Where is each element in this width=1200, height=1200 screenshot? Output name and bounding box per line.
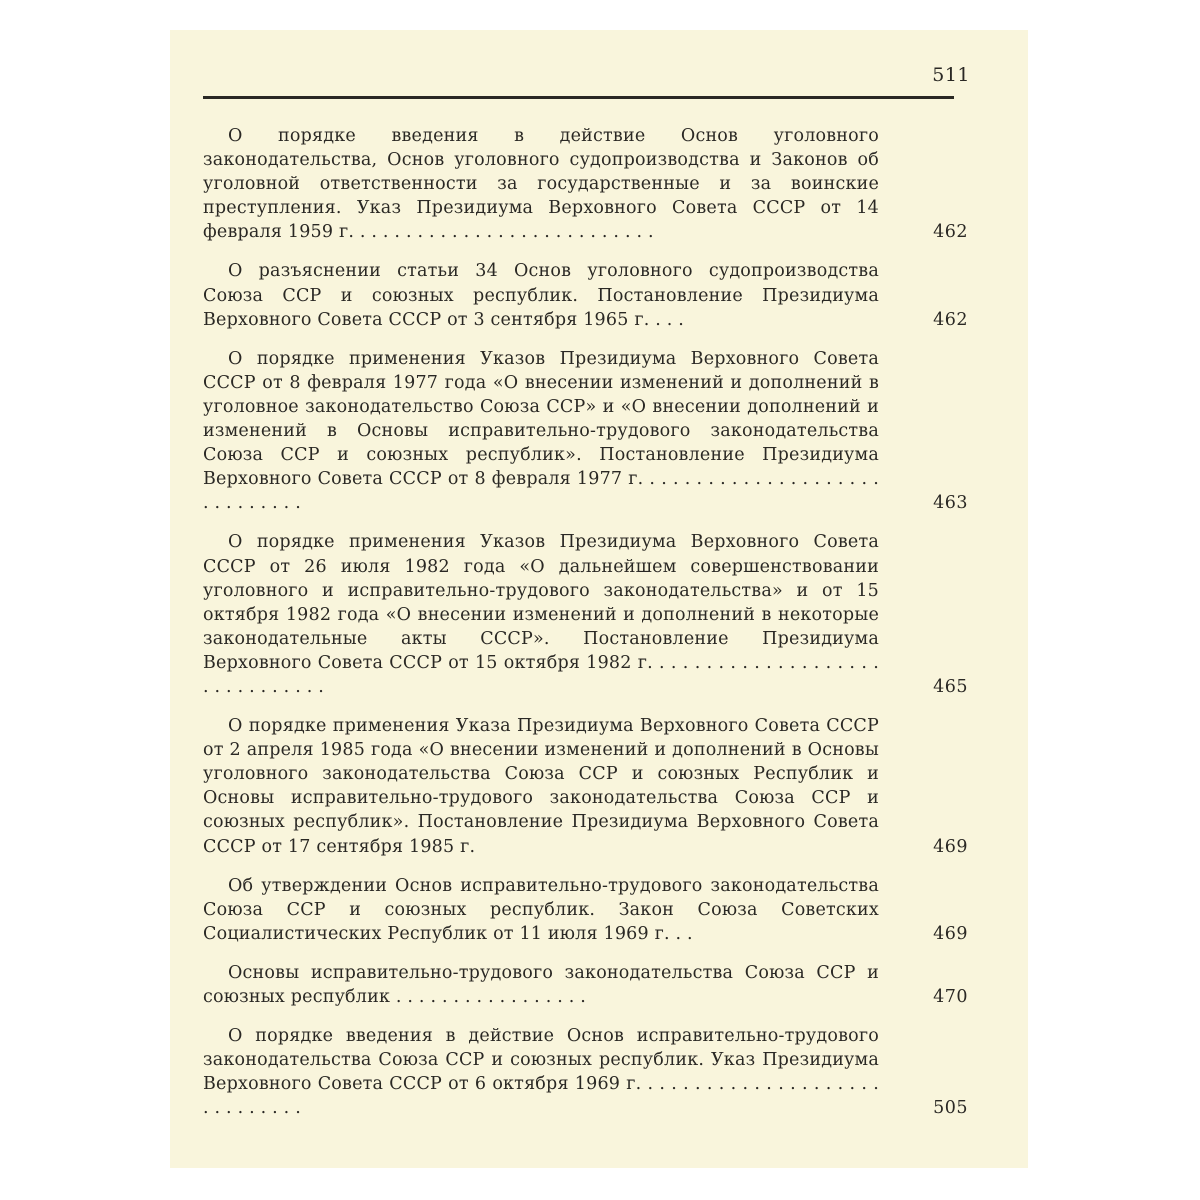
- toc-entry-title: Об утверждении Основ исправительно-трудового законодательства Союза ССР и союзных республик. Закон Союза Советских Социалистических Республик от 11 июля 1969 г. . .: [203, 875, 879, 944]
- toc-entry-title: О порядке применения Указов Президиума Верховного Совета СССР от 26 июля 1982 года «О дальнейшем совершенствовании уголовного и исправительно-трудового законодательства» и от 15 октября 1982 года «О внесении изменений и дополнений в некоторые законодательные акты СССР». Постановление Президиума Верховного Совета СССР от 15 октября 1982 г. . . . . . . . . . . . . . . . . . . . . . . . . . . . . . .: [203, 532, 879, 697]
- toc-entry-page: 469: [933, 836, 968, 857]
- page-number: 511: [932, 64, 970, 86]
- book-page: [170, 30, 1028, 1168]
- toc-entry-title: О разъяснении статьи 34 Основ уголовного судопроизводства Союза ССР и союзных республик. Постановление Президиума Верховного Совета СССР от 3 сентября 1965 г. . . .: [203, 261, 879, 330]
- toc-entry: [203, 530, 968, 699]
- toc-entry: [203, 124, 968, 244]
- table-of-contents: [203, 124, 968, 1135]
- toc-entry: [203, 714, 968, 859]
- toc-entry-title: Основы исправительно-трудового законодательства Союза ССР и союзных республик . . . . . . . . . . . . . . . . .: [203, 962, 879, 1007]
- toc-entry: [203, 259, 968, 331]
- toc-entry-page: 462: [933, 222, 968, 243]
- toc-entry: [203, 1024, 968, 1120]
- toc-entry-page: 465: [933, 676, 968, 697]
- toc-entry: [203, 874, 968, 946]
- toc-entry-page: 469: [933, 923, 968, 944]
- toc-entry-title: О порядке введения в действие Основ исправительно-трудового законодательства Союза ССР и союзных республик. Указ Президиума Верховного Совета СССР от 6 октября 1969 г. . . . . . . . . . . . . . . . . . . . . . . . . . . . . .: [203, 1026, 879, 1119]
- toc-entry-title: О порядке введения в действие Основ уголовного законодательства, Основ уголовного судопроизводства и Законов об уголовной ответственности за государственные и за воинские преступления. Указ Президиума Верховного Совета СССР от 14 февраля 1959 г. . . . . . . . . . . . . . . . . . . . . . . . . . .: [203, 126, 879, 243]
- toc-entry-page: 505: [933, 1098, 968, 1119]
- toc-entry-page: 462: [933, 309, 968, 330]
- toc-entry-title: О порядке применения Указа Президиума Верховного Совета СССР от 2 апреля 1985 года «О внесении изменений и дополнений в Основы уголовного законодательства Союза ССР и союзных Республик и Основы исправительно-трудового законодательства Союза ССР и союзных республик». Постановление Президиума Верховного Совета СССР от 17 сентября 1985 г.: [203, 716, 879, 857]
- header-rule: [203, 96, 954, 99]
- toc-entry-page: 470: [933, 987, 968, 1007]
- toc-entry-title: О порядке применения Указов Президиума Верховного Совета СССР от 8 февраля 1977 года «О внесении изменений и дополнений в уголовное законодательство Союза ССР» и «О внесении дополнений и изменений в Основы исправительно-трудового законодательства Союза ССР и союзных республик». Постановление Президиума Верховного Совета СССР от 8 февраля 1977 г. . . . . . . . . . . . . . . . . . . . . . . . . . . . . .: [203, 348, 879, 514]
- toc-entry: [203, 961, 968, 1009]
- toc-entry: [203, 347, 968, 516]
- toc-entry-page: 463: [933, 493, 968, 514]
